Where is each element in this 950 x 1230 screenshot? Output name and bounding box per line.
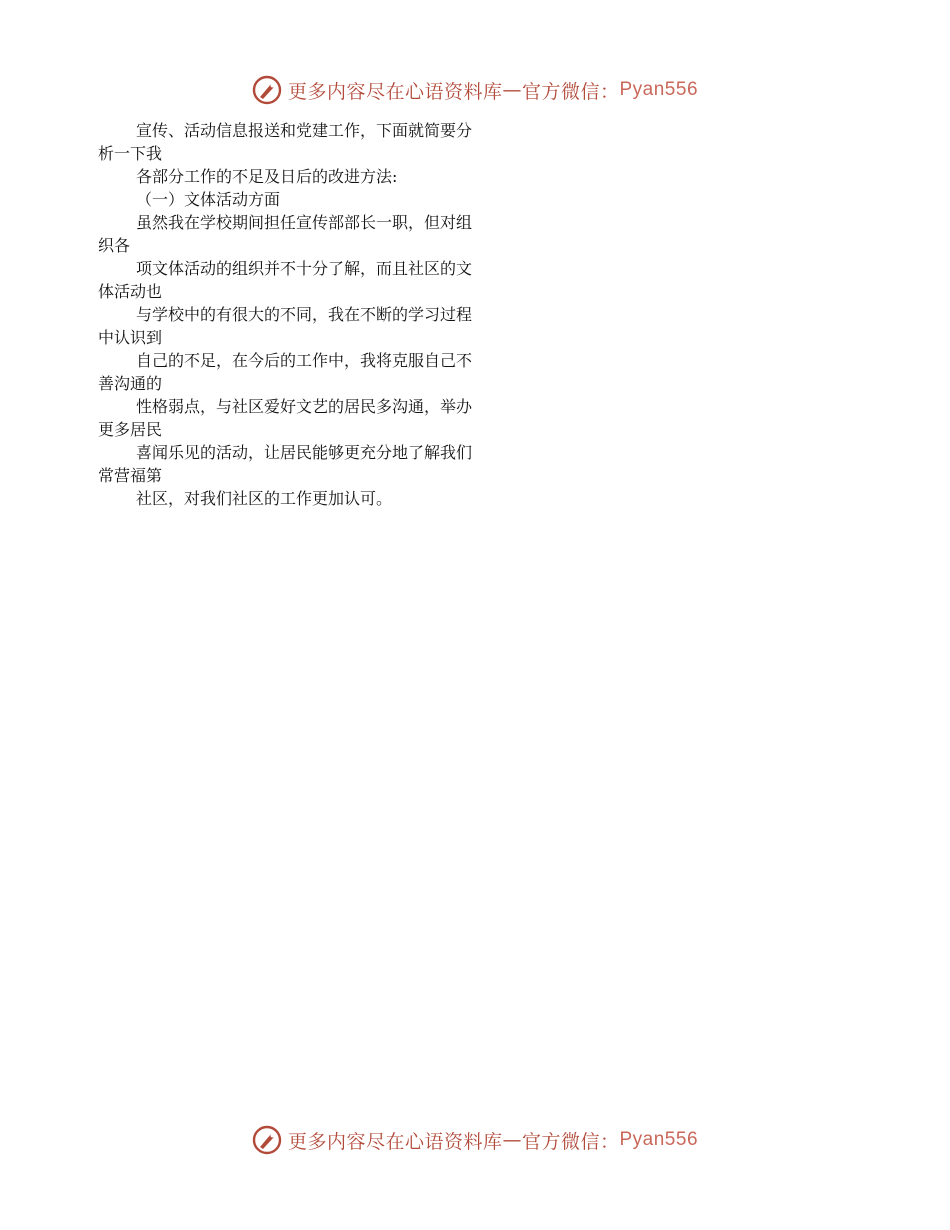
body-line: 喜闻乐见的活动，让居民能够更充分地了解我们 [136, 443, 473, 462]
header-banner-handle: Pyan556 [619, 79, 699, 100]
body-line: 性格弱点，与社区爱好文艺的居民多沟通，举办 [136, 397, 473, 416]
body-line: 更多居民 [98, 420, 163, 439]
body-line: 中认识到 [98, 328, 163, 347]
header-banner-text: 更多内容尽在心语资料库 [287, 80, 503, 103]
footer-banner [0, 1120, 950, 1160]
body-line: 织各 [98, 236, 131, 255]
body-line: 自己的不足，在今后的工作中，我将克服自己不 [136, 351, 473, 370]
footer-banner-separator: — [502, 1129, 522, 1151]
body-line: 社区，对我们社区的工作更加认可。 [136, 489, 393, 508]
body-line: 项文体活动的组织并不十分了解，而且社区的文 [136, 259, 473, 278]
header-banner-label: 官方微信： [521, 80, 620, 103]
footer-banner-label: 官方微信： [521, 1130, 620, 1153]
body-line: 虽然我在学校期间担任宣传部部长一职，但对组 [136, 213, 473, 232]
body-line: 析一下我 [98, 144, 163, 163]
header-banner-separator: — [502, 79, 522, 101]
header-banner [0, 70, 950, 110]
body-line: 各部分工作的不足及日后的改进方法: [136, 167, 398, 186]
pen-nib-logo-icon [252, 1125, 282, 1155]
section-heading: （一）文体活动方面 [136, 190, 281, 209]
body-line: 宣传、活动信息报送和党建工作，下面就简要分 [136, 121, 473, 140]
body-line: 常营福第 [98, 466, 163, 485]
body-text [98, 118, 858, 509]
pen-nib-logo-icon [252, 75, 282, 105]
footer-banner-text: 更多内容尽在心语资料库 [287, 1130, 503, 1153]
body-line: 善沟通的 [98, 374, 163, 393]
body-line: 体活动也 [98, 282, 163, 301]
body-line: 与学校中的有很大的不同，我在不断的学习过程 [136, 305, 473, 324]
footer-banner-handle: Pyan556 [619, 1129, 699, 1150]
